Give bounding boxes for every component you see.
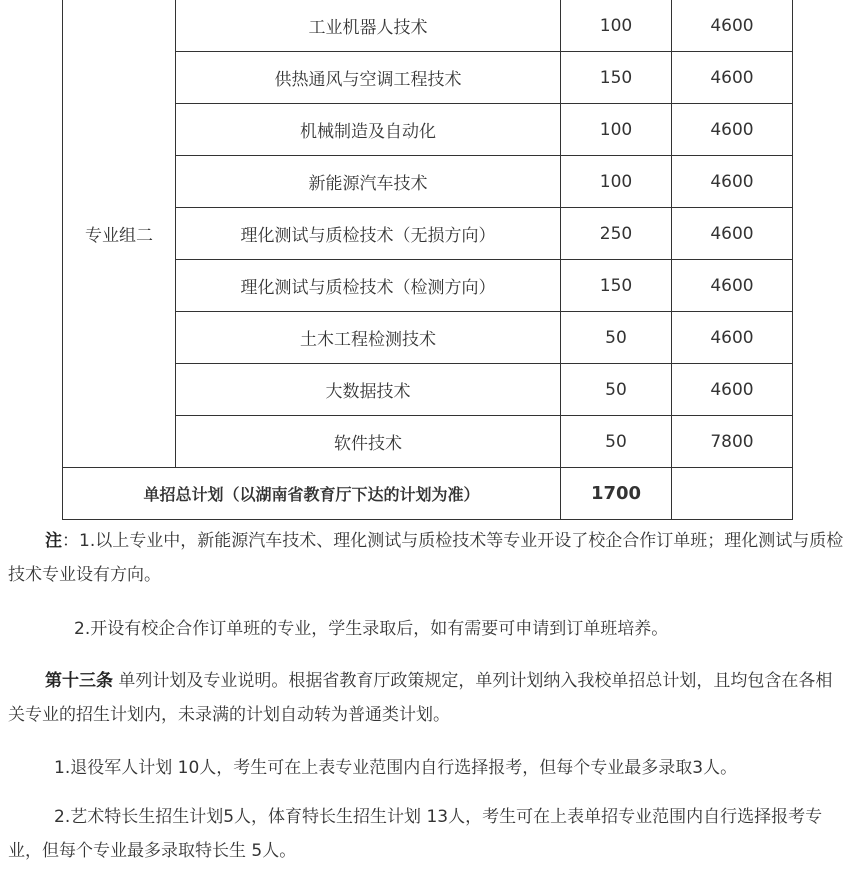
note-2-text: 2.开设有校企合作订单班的专业，学生录取后，如有需要可申请到订单班培养。	[74, 619, 669, 639]
tuition-fee-cell: 4600	[672, 52, 793, 104]
total-plan-value: 1700	[561, 468, 672, 520]
major-name-cell: 机械制造及自动化	[176, 104, 561, 156]
total-row	[63, 468, 793, 520]
major-name-cell: 土木工程检测技术	[176, 312, 561, 364]
article-13-heading: 第十三条	[45, 671, 113, 691]
tuition-fee-cell: 4600	[672, 156, 793, 208]
major-name-cell: 供热通风与空调工程技术	[176, 52, 561, 104]
article-13-paragraph	[8, 664, 844, 732]
enrollment-count-cell: 150	[561, 52, 672, 104]
major-name-cell: 新能源汽车技术	[176, 156, 561, 208]
tuition-fee-cell: 4600	[672, 364, 793, 416]
total-fee-cell	[672, 468, 793, 520]
enrollment-plan-table	[62, 0, 793, 520]
note-paragraph-2	[8, 612, 844, 646]
enrollment-count-cell: 50	[561, 312, 672, 364]
total-plan-label: 单招总计划（以湖南省教育厅下达的计划为准）	[63, 468, 561, 520]
enrollment-count-cell: 150	[561, 260, 672, 312]
enrollment-count-cell: 100	[561, 104, 672, 156]
item-1-text: 1.退役军人计划 10人，考生可在上表专业范围内自行选择报考，但每个专业最多录取3人。	[54, 758, 738, 778]
enrollment-count-cell: 50	[561, 364, 672, 416]
major-name-cell: 软件技术	[176, 416, 561, 468]
major-name-cell: 理化测试与质检技术（无损方向）	[176, 208, 561, 260]
note-1-text: ：1.以上专业中，新能源汽车技术、理化测试与质检技术等专业开设了校企合作订单班；理化测试与质检技术专业设有方向。	[8, 531, 844, 585]
tuition-fee-cell: 4600	[672, 208, 793, 260]
tuition-fee-cell: 4600	[672, 260, 793, 312]
enrollment-count-cell: 250	[561, 208, 672, 260]
note-label: 注	[45, 531, 62, 551]
tuition-fee-cell: 4600	[672, 0, 793, 52]
major-name-cell: 理化测试与质检技术（检测方向）	[176, 260, 561, 312]
article-13-item-2	[8, 800, 844, 868]
enrollment-count-cell: 100	[561, 156, 672, 208]
article-13-item-1	[8, 751, 844, 785]
major-group-cell: 专业组二	[63, 0, 176, 468]
enrollment-count-cell: 100	[561, 0, 672, 52]
table-row	[63, 0, 793, 52]
tuition-fee-cell: 4600	[672, 104, 793, 156]
note-paragraph-1	[8, 524, 844, 592]
item-2-text: 2.艺术特长生招生计划5人，体育特长生招生计划 13人，考生可在上表单招专业范围内自行选择报考专业，但每个专业最多录取特长生 5人。	[8, 807, 823, 861]
enrollment-count-cell: 50	[561, 416, 672, 468]
article-13-intro: 单列计划及专业说明。根据省教育厅政策规定，单列计划纳入我校单招总计划，且均包含在各相关专业的招生计划内，未录满的计划自动转为普通类计划。	[8, 671, 833, 725]
major-name-cell: 工业机器人技术	[176, 0, 561, 52]
major-name-cell: 大数据技术	[176, 364, 561, 416]
tuition-fee-cell: 7800	[672, 416, 793, 468]
tuition-fee-cell: 4600	[672, 312, 793, 364]
